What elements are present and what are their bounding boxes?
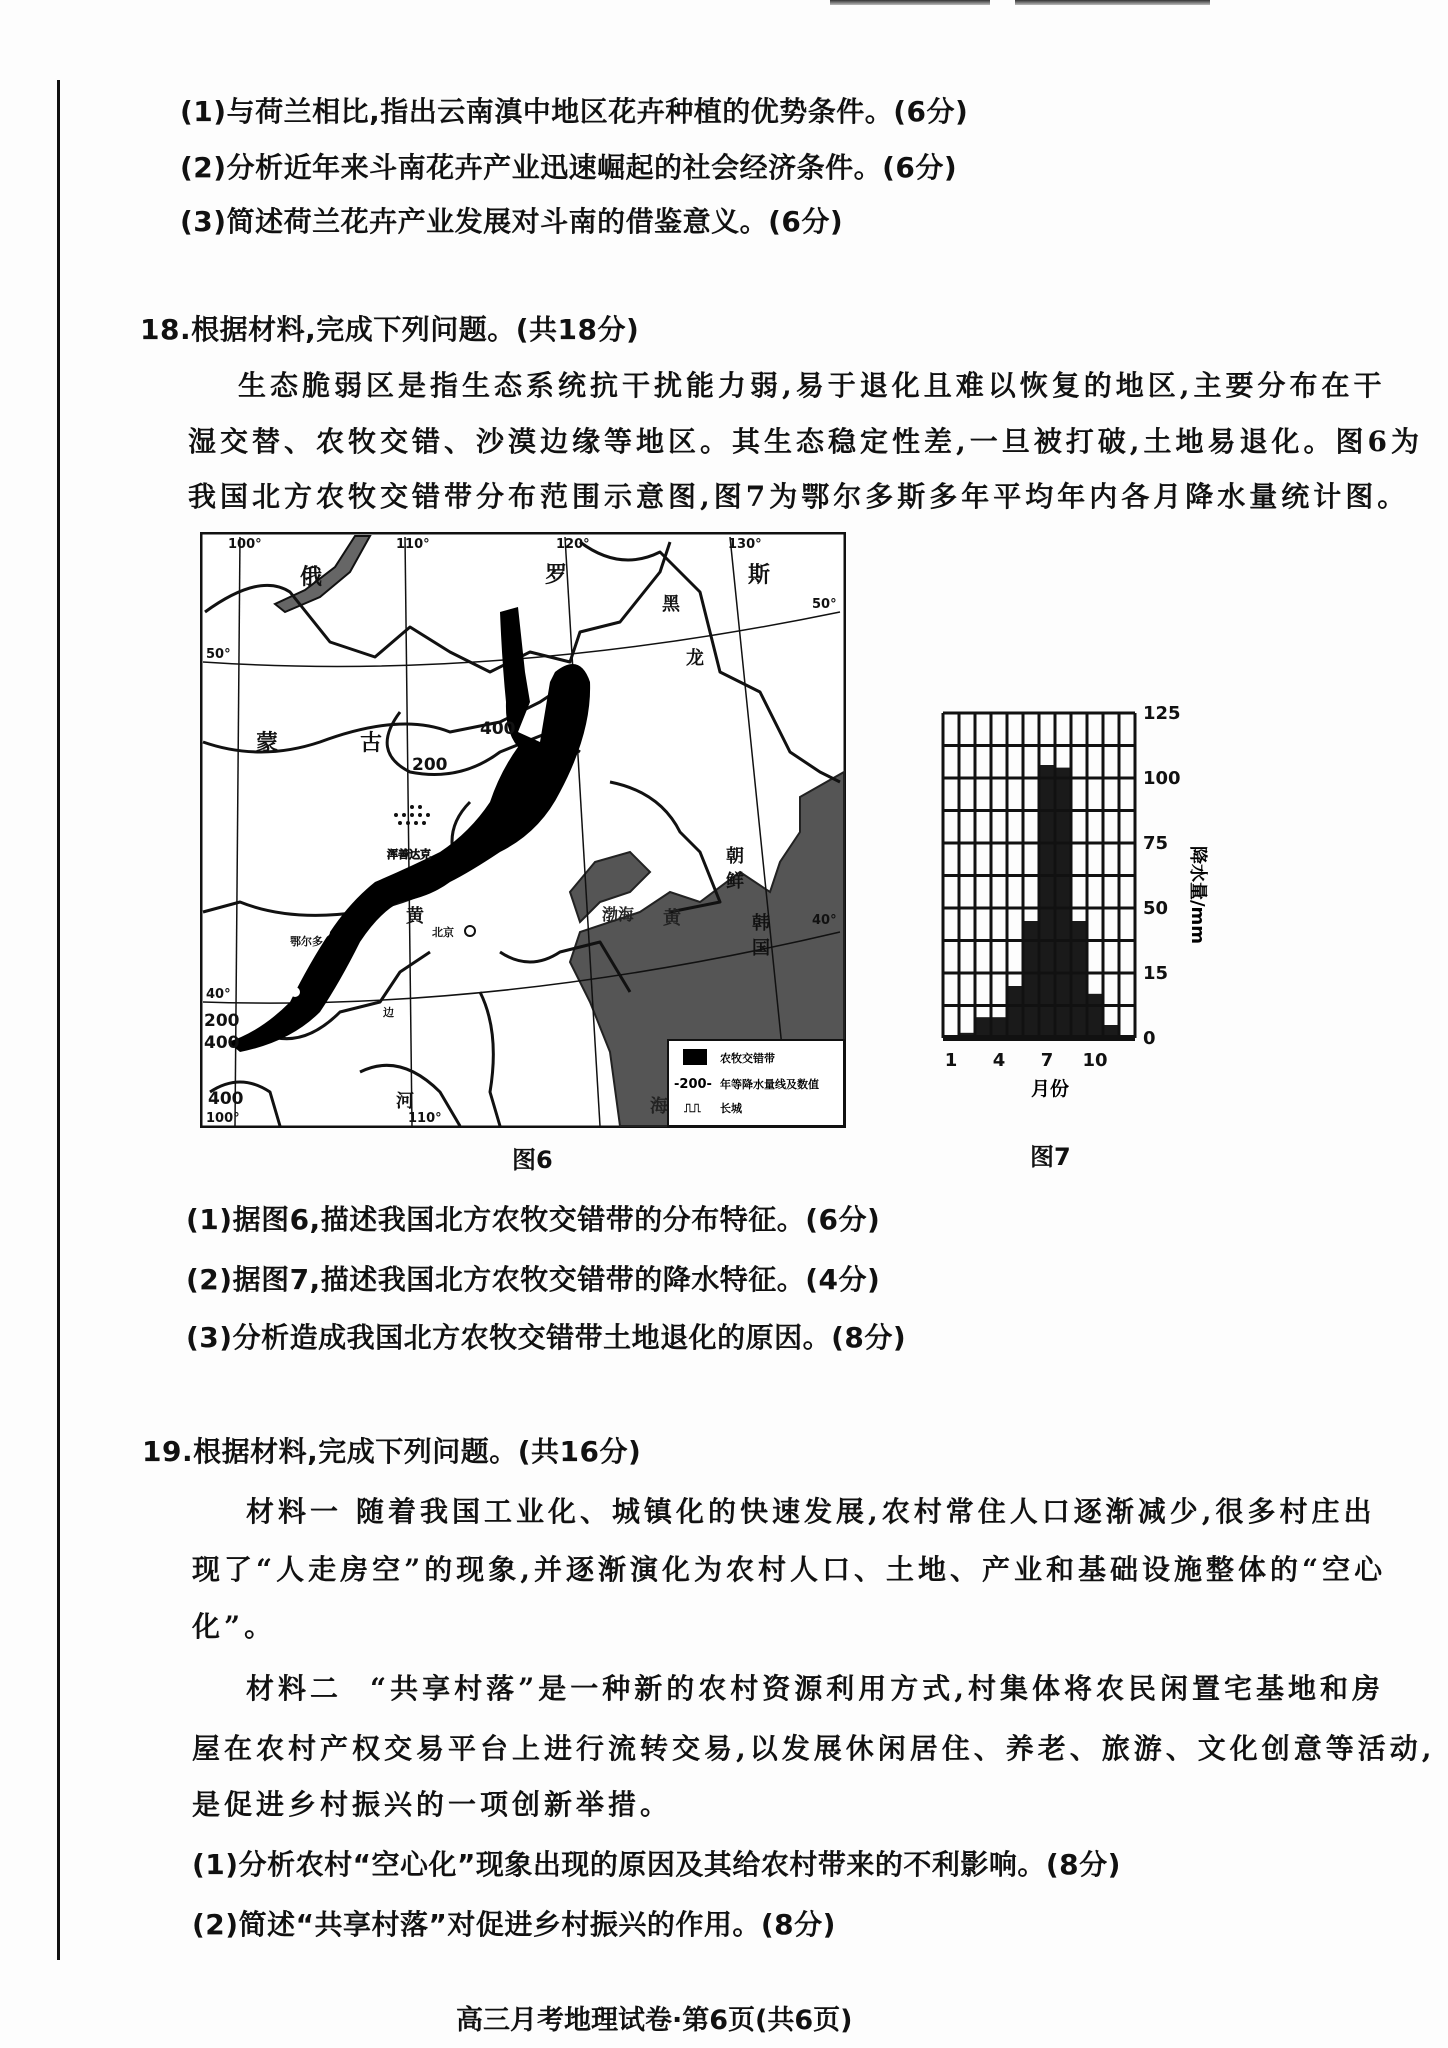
lon-label-100: 100°	[228, 537, 262, 552]
label-bohai: 渤海	[602, 905, 635, 924]
bar-month-8	[1055, 768, 1071, 1038]
isohyet-label-400-southwest: 400	[208, 1089, 244, 1109]
label-russia-2: 罗	[545, 563, 568, 588]
y-tick-label: 50	[1143, 898, 1169, 919]
chart-xlabel: 月份	[1030, 1078, 1070, 1100]
label-hunshandake: 浑善达克	[387, 848, 431, 861]
legend-belt-swatch	[683, 1049, 707, 1065]
q19-material2-line-3: 是促进乡村振兴的一项创新举措。	[192, 1788, 673, 1821]
legend-greatwall-label: 长城	[720, 1102, 742, 1115]
legend-belt-label: 农牧交错带	[720, 1052, 775, 1065]
label-russia-1: 俄	[300, 565, 323, 590]
label-yellow-sea-1: 黄	[663, 908, 681, 929]
figure7-chart	[930, 690, 1230, 1110]
x-tick-label: 1	[944, 1050, 958, 1071]
q19-title: 19.根据材料,完成下列问题。(共16分)	[142, 1435, 642, 1468]
x-tick-label: 7	[1040, 1050, 1054, 1071]
bar-month-10	[1087, 994, 1103, 1038]
bar-month-7	[1039, 765, 1055, 1038]
bar-month-5	[1007, 986, 1023, 1038]
isohyet-label-200: 200	[412, 755, 448, 775]
figure6-caption: 图6	[512, 1146, 553, 1174]
q19-material2-label: 材料二	[246, 1672, 343, 1705]
scan-smudge	[1015, 0, 1210, 5]
label-huanghe-1: 黄	[406, 906, 424, 927]
q19-material1-label: 材料一	[246, 1495, 343, 1528]
page-footer: 高三月考地理试卷·第6页(共6页)	[456, 2005, 853, 2036]
label-korea-n-2: 鲜	[726, 871, 744, 892]
y-tick-label: 15	[1143, 963, 1169, 984]
city-dot	[290, 987, 300, 997]
q19-material1-line-3: 化”。	[192, 1610, 277, 1643]
q18-paragraph-line-2: 湿交替、农牧交错、沙漠边缘等地区。其生态稳定性差,一旦被打破,土地易退化。图6为	[188, 425, 1423, 458]
prev-subquestion-2: (2)分析近年来斗南花卉产业迅速崛起的社会经济条件。(6分)	[180, 151, 958, 184]
bar-month-9	[1071, 921, 1087, 1038]
q19-subquestion-1: (1)分析农村“空心化”现象出现的原因及其给农村带来的不利影响。(8分)	[192, 1848, 1121, 1881]
label-beijing: 北京	[432, 926, 454, 939]
bar-month-6	[1023, 921, 1039, 1038]
q18-subquestion-2: (2)据图7,描述我国北方农牧交错带的降水特征。(4分)	[186, 1263, 881, 1296]
q18-subquestion-3: (3)分析造成我国北方农牧交错带土地退化的原因。(8分)	[186, 1321, 907, 1354]
q19-subquestion-2: (2)简述“共享村落”对促进乡村振兴的作用。(8分)	[192, 1908, 836, 1941]
y-tick-label: 125	[1143, 703, 1181, 724]
x-tick-label: 4	[992, 1050, 1006, 1071]
q18-paragraph-line-3: 我国北方农牧交错带分布范围示意图,图7为鄂尔多斯多年平均年内各月降水量统计图。	[188, 480, 1410, 513]
label-korea-s-2: 国	[752, 938, 770, 959]
q19-material1-line-2: 现了“人走房空”的现象,并逐渐演化为农村人口、土地、产业和基础设施整体的“空心	[192, 1553, 1387, 1586]
lat-label-40: 40°	[206, 987, 231, 1002]
isohyet-label-200-west: 200	[204, 1011, 240, 1031]
q18-paragraph-line-1: 生态脆弱区是指生态系统抗干扰能力弱,易于退化且难以恢复的地区,主要分布在干	[238, 369, 1386, 402]
binding-margin-line	[57, 80, 60, 1960]
label-korea-n-1: 朝	[726, 846, 744, 867]
city-dot	[375, 837, 385, 847]
label-yellow-sea-2: 海	[650, 1096, 668, 1117]
lon-label-110-bottom: 110°	[408, 1111, 442, 1126]
label-heilong-1: 黑	[662, 594, 680, 615]
legend-greatwall-symbol: ⎍⎍	[684, 1101, 701, 1115]
y-tick-label: 0	[1143, 1028, 1156, 1049]
lon-label-100-bottom: 100°	[206, 1111, 240, 1126]
legend-isohyet-symbol: -200-	[674, 1077, 712, 1092]
lon-label-110: 110°	[396, 537, 430, 552]
chart-ylabel: 降水量/mm	[1187, 845, 1208, 945]
label-mongolia-1: 蒙	[256, 731, 279, 756]
q19-material1-line-1: 随着我国工业化、城镇化的快速发展,农村常住人口逐渐减少,很多村庄出	[356, 1495, 1376, 1528]
lon-label-120: 120°	[556, 537, 590, 552]
prev-subquestion-1: (1)与荷兰相比,指出云南滇中地区花卉种植的优势条件。(6分)	[180, 95, 969, 128]
x-tick-label: 10	[1082, 1050, 1108, 1071]
q18-title: 18.根据材料,完成下列问题。(共18分)	[140, 313, 640, 346]
lon-label-130: 130°	[728, 537, 762, 552]
label-russia-3: 斯	[748, 563, 771, 588]
q19-material2-line-2: 屋在农村产权交易平台上进行流转交易,以发展休闲居住、养老、旅游、文化创意等活动,	[192, 1732, 1436, 1765]
label-heilong-2: 龙	[686, 648, 704, 669]
label-korea-s-1: 韩	[752, 913, 770, 934]
y-tick-label: 100	[1143, 768, 1181, 789]
q18-subquestion-1: (1)据图6,描述我国北方农牧交错带的分布特征。(6分)	[186, 1203, 881, 1236]
legend-isohyet-label: 年等降水量线及数值	[720, 1078, 819, 1091]
lat-label-50: 50°	[206, 647, 231, 662]
q19-material2-line-1: “共享村落”是一种新的农村资源利用方式,村集体将农民闲置宅基地和房	[370, 1672, 1384, 1705]
lat-label-50-east: 50°	[812, 597, 837, 612]
label-huanghe-2: 河	[396, 1091, 414, 1112]
figure6-map	[200, 532, 846, 1128]
label-bian: 边	[383, 1006, 394, 1019]
label-ordos: 鄂尔多	[290, 935, 323, 948]
isohyet-label-400-west: 400	[204, 1033, 240, 1053]
scan-smudge	[830, 0, 990, 5]
bar-month-4	[991, 1017, 1007, 1038]
figure7-caption: 图7	[1030, 1143, 1071, 1171]
label-mongolia-2: 古	[360, 731, 383, 756]
lat-label-40-east: 40°	[812, 913, 837, 928]
map-legend	[668, 1040, 844, 1126]
y-tick-label: 75	[1143, 833, 1169, 854]
isohyet-label-400: 400	[480, 719, 516, 739]
bar-month-3	[975, 1017, 991, 1038]
prev-subquestion-3: (3)简述荷兰花卉产业发展对斗南的借鉴意义。(6分)	[180, 205, 844, 238]
